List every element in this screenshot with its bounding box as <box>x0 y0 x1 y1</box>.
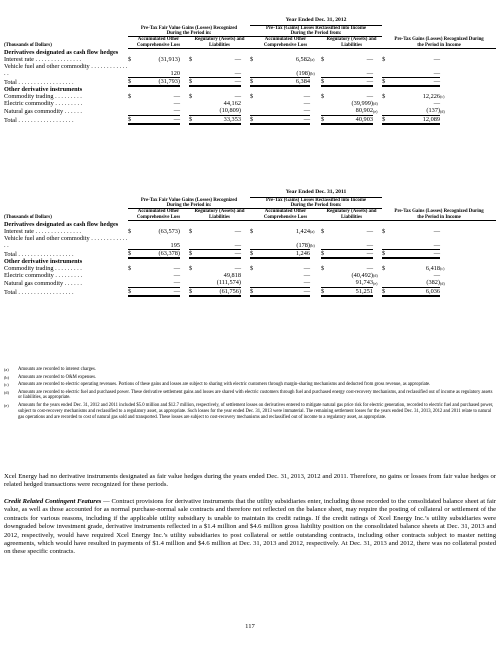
cell-value: (31,913) <box>158 55 180 63</box>
footnote-text: Amounts are recorded to electric fuel and purchased power. These derivative settlement gains and losses are shared with electric customers through fuel and purchased energy cost-recovery mechanisms, and reclassified out of income as regulatory assets or liabilities, as appropriate. <box>18 389 493 401</box>
footnote-ref <box>241 63 250 77</box>
footnote-ref: (a) <box>310 228 315 234</box>
cell-value: 1,424 <box>295 227 310 235</box>
aoci-header: Accumulated Other Comprehensive Loss <box>128 209 189 221</box>
cell-value: — <box>366 264 373 272</box>
footnote-ref <box>241 228 250 235</box>
currency-symbol <box>321 235 329 249</box>
section-title: Other derivative instruments <box>4 257 83 265</box>
year-header-row <box>4 187 496 197</box>
footnote-ref <box>440 63 496 77</box>
currency-symbol <box>128 63 136 77</box>
cell-value: 6,036 <box>392 287 440 296</box>
cell-value: 49,818 <box>223 272 241 280</box>
cell-value: — <box>329 249 373 258</box>
cell-value: — <box>433 241 441 249</box>
currency-symbol: $ <box>128 264 132 272</box>
cell-value: 12,089 <box>392 115 440 124</box>
footnote-ref <box>310 107 321 115</box>
currency-symbol <box>189 272 197 279</box>
currency-symbol: $ <box>321 264 325 272</box>
footnote-text: Amounts for the years ended Dec. 31, 2012 and 2011 included $5.0 million and $12.7 million, respectively, of settlement losses on derivatives entered to mitigate natural gas price risk for electric generation, recorded to electric fuel and purchased power, subject to cost-recovery mechanisms and reclassified to a regulatory asset, as appropriate. Such losses for the year ended Dec. 31, 2013 were immaterial. The remaining settlement losses for the years ended Dec. 31, 2013, 2012 and 2011 relate to natural gas operations and are recorded to cost of natural gas sold and transported. These losses are subject to cost-recovery mechanisms and reclassified out of income to a regulatory asset, as appropriate. <box>18 402 494 420</box>
cell-value: 120 <box>170 69 180 77</box>
currency-symbol: $ <box>321 77 329 86</box>
group-header-row <box>4 197 496 209</box>
footnote-ref <box>180 93 189 100</box>
footnote-ref <box>373 115 382 124</box>
cell-value: 1,246 <box>260 249 310 258</box>
footnote-ref: (b) <box>310 243 315 249</box>
table-row <box>4 100 496 107</box>
currency-symbol: $ <box>382 249 392 258</box>
table-row <box>4 279 496 287</box>
currency-symbol: $ <box>321 227 325 235</box>
currency-symbol <box>382 107 392 115</box>
footnote-ref <box>241 235 250 249</box>
currency-symbol <box>189 100 197 107</box>
currency-symbol: $ <box>189 115 197 124</box>
cell-value: (40,492) <box>351 272 373 280</box>
footnote-ref <box>241 77 250 86</box>
cell-value: 40,903 <box>329 115 373 124</box>
footnote-ref <box>180 265 189 272</box>
footnote-mark: (d) <box>4 389 9 395</box>
footnote-ref <box>180 272 189 279</box>
cell-value: — <box>173 272 180 280</box>
currency-symbol: $ <box>250 249 260 258</box>
currency-symbol <box>128 235 136 249</box>
currency-symbol: $ <box>250 77 260 86</box>
total-row <box>4 115 496 124</box>
footnote-ref <box>373 56 382 63</box>
currency-symbol <box>321 100 329 107</box>
currency-symbol <box>321 279 329 287</box>
footnote-ref <box>180 235 189 249</box>
table-row <box>4 272 496 279</box>
currency-symbol: $ <box>250 55 254 63</box>
cell-value: — <box>433 55 441 63</box>
currency-symbol: $ <box>189 92 193 100</box>
footnote-ref <box>180 287 189 296</box>
currency-symbol: $ <box>189 264 193 272</box>
currency-symbol: $ <box>321 287 329 296</box>
currency-symbol: $ <box>189 287 197 296</box>
currency-symbol: $ <box>250 115 260 124</box>
cell-value: — <box>234 69 241 77</box>
footnote-ref <box>310 249 321 258</box>
currency-symbol <box>321 107 329 115</box>
footnote-mark: (b) <box>4 374 9 380</box>
footnote-ref <box>310 272 321 279</box>
footnote-ref <box>440 235 496 249</box>
footnote-ref <box>373 249 382 258</box>
aoci-header: Accumulated Other Comprehensive Loss <box>128 37 189 49</box>
footnote-ref: (d) <box>373 101 378 107</box>
cell-value: — <box>303 279 310 287</box>
year-label: Year Ended Dec. 31, 2011 <box>250 187 382 197</box>
cell-value: 91,743 <box>355 279 373 287</box>
footnote-ref <box>180 56 189 63</box>
currency-symbol <box>250 279 260 287</box>
footnote-ref <box>310 115 321 124</box>
cell-value: — <box>433 69 441 77</box>
footnote-ref <box>241 115 250 124</box>
section-title: Derivatives designated as cash flow hedges <box>4 220 119 228</box>
footnote-ref <box>180 115 189 124</box>
section-title: Derivatives designated as cash flow hedges <box>4 48 119 56</box>
currency-symbol: $ <box>382 287 392 296</box>
footnote <box>4 390 496 402</box>
total-row <box>4 249 496 258</box>
row-label: Interest rate . . . . . . . . . . . . . . . <box>4 55 82 63</box>
fair-value-hedge-paragraph <box>4 473 496 490</box>
currency-symbol: $ <box>128 55 132 63</box>
cell-value: 6,384 <box>260 77 310 86</box>
footnote-text: Amounts are recorded to O&M expenses. <box>18 374 97 380</box>
currency-symbol: $ <box>189 249 197 258</box>
footnote-ref <box>310 265 321 272</box>
currency-symbol: $ <box>128 92 132 100</box>
cell-value: — <box>136 287 180 296</box>
year-header-row <box>4 15 496 25</box>
currency-symbol: $ <box>250 287 260 296</box>
footnote-mark: (e) <box>4 402 9 408</box>
currency-symbol <box>189 235 197 249</box>
footnote-ref <box>180 228 189 235</box>
table-row <box>4 107 496 115</box>
pretax-income-header: Pre-Tax Gains (Losses) Recognized During the Period in Income <box>382 197 496 221</box>
footnote-ref <box>440 249 496 258</box>
total-row <box>4 287 496 296</box>
cell-value: — <box>260 287 310 296</box>
cell-value: — <box>234 92 241 100</box>
currency-symbol <box>382 100 392 107</box>
cell-value: — <box>433 227 441 235</box>
currency-symbol: $ <box>250 264 254 272</box>
cell-value: — <box>366 227 373 235</box>
footnote <box>4 382 496 388</box>
footnote-ref <box>180 100 189 107</box>
cell-value: 195 <box>170 241 180 249</box>
footnote-ref <box>440 115 496 124</box>
footnote-ref <box>241 100 250 107</box>
currency-symbol: $ <box>128 287 136 296</box>
derivatives-table-2012 <box>4 15 496 125</box>
cell-value: 51,251 <box>329 287 373 296</box>
currency-symbol: $ <box>250 227 254 235</box>
cell-value: — <box>173 92 180 100</box>
cell-value: (382) <box>426 279 441 287</box>
row-label: Electric commodity . . . . . . . . . <box>4 272 83 280</box>
cell-value: — <box>136 115 180 124</box>
footnote-ref <box>310 100 321 107</box>
cell-value: — <box>366 69 373 77</box>
cell-value: — <box>303 264 310 272</box>
footnote <box>4 403 496 421</box>
footnote-ref <box>440 272 496 279</box>
section-row <box>4 258 496 265</box>
total-row <box>4 77 496 86</box>
cell-value: — <box>433 100 441 108</box>
footnote-ref: (d) <box>373 273 378 279</box>
pretax-income-header: Pre-Tax Gains (Losses) Recognized During the Period in Income <box>382 25 496 49</box>
footnote-ref <box>373 228 382 235</box>
cell-value: (31,793) <box>136 77 180 86</box>
currency-symbol <box>128 272 136 279</box>
footnote-ref <box>241 56 250 63</box>
footnote-mark: (a) <box>4 367 9 372</box>
section-row <box>4 86 496 93</box>
row-label: Commodity trading . . . . . . . . . <box>4 92 82 100</box>
footnote-ref <box>241 93 250 100</box>
footnote-ref <box>241 249 250 258</box>
currency-symbol: $ <box>321 115 329 124</box>
footnote-ref <box>440 228 496 235</box>
cell-value: — <box>392 77 440 86</box>
footnote-ref <box>241 272 250 279</box>
table-row <box>4 56 496 63</box>
cell-value: — <box>173 107 180 115</box>
currency-symbol <box>128 107 136 115</box>
row-label: Total . . . . . . . . . . . . . . . . . . <box>4 116 74 124</box>
cell-value: (137) <box>426 107 441 115</box>
currency-symbol <box>382 272 392 279</box>
footnote-ref <box>310 279 321 287</box>
footnote-ref <box>241 279 250 287</box>
currency-symbol: $ <box>128 227 132 235</box>
footnote-ref: (d) <box>440 108 445 114</box>
currency-symbol: $ <box>321 55 325 63</box>
regulatory-header: Regulatory (Assets) and Liabilities <box>189 37 250 49</box>
footnote-ref <box>440 287 496 296</box>
row-label: Total . . . . . . . . . . . . . . . . . . <box>4 288 74 296</box>
cell-value: — <box>234 55 241 63</box>
row-label: Total . . . . . . . . . . . . . . . . . . <box>4 250 74 258</box>
currency-symbol: $ <box>382 55 386 63</box>
cell-value: 80,902 <box>355 107 373 115</box>
year-label: Year Ended Dec. 31, 2012 <box>250 15 382 25</box>
cell-value: — <box>329 77 373 86</box>
cell-value: — <box>197 249 241 258</box>
row-label: Vehicle fuel and other commodity . . . . . . . . . . . . . . <box>4 62 128 78</box>
units-label: (Thousands of Dollars) <box>4 215 52 221</box>
currency-symbol: $ <box>189 227 193 235</box>
reclass-aoci-header: Accumulated Other Comprehensive Loss <box>250 209 321 221</box>
row-label: Natural gas commodity . . . . . . <box>4 279 82 287</box>
cell-value: — <box>260 115 310 124</box>
currency-symbol <box>189 107 197 115</box>
currency-symbol: $ <box>321 249 329 258</box>
currency-symbol: $ <box>128 115 136 124</box>
group-header-row <box>4 25 496 37</box>
row-label: Natural gas commodity . . . . . . <box>4 107 82 115</box>
cell-value: — <box>234 264 241 272</box>
cell-value: — <box>366 241 373 249</box>
derivatives-table-2011 <box>4 187 496 297</box>
row-label: Electric commodity . . . . . . . . . <box>4 100 83 108</box>
currency-symbol <box>382 279 392 287</box>
cell-value: — <box>234 241 241 249</box>
currency-symbol <box>250 235 260 249</box>
reclass-regulatory-header: Regulatory (Assets) and Liabilities <box>321 209 382 221</box>
table-row <box>4 63 496 77</box>
cell-value: — <box>392 249 440 258</box>
footnote-ref <box>241 265 250 272</box>
section-row <box>4 221 496 228</box>
row-label: Interest rate . . . . . . . . . . . . . . . <box>4 227 82 235</box>
footnote-ref <box>180 249 189 258</box>
footnote-ref <box>310 93 321 100</box>
cell-value: (39,999) <box>351 100 373 108</box>
cell-value: 6,582 <box>295 55 310 63</box>
footnote-ref <box>373 77 382 86</box>
cell-value: (61,756) <box>197 287 241 296</box>
table-row <box>4 265 496 272</box>
group-fair-value-header: Pre-Tax Fair Value Gains (Losses) Recognized During the Period in: <box>128 197 250 209</box>
footnote <box>4 367 496 373</box>
page-number: 117 <box>245 623 255 630</box>
cell-value: (111,574) <box>216 279 241 287</box>
cell-value: — <box>173 100 180 108</box>
cell-value: (198) <box>296 69 310 77</box>
footnote-ref: (c) <box>440 265 445 271</box>
footnote-ref: (e) <box>373 108 378 114</box>
currency-symbol: $ <box>189 77 197 86</box>
footnote-ref: (d) <box>440 280 445 286</box>
section-row <box>4 49 496 56</box>
currency-symbol <box>250 107 260 115</box>
currency-symbol: $ <box>382 264 386 272</box>
currency-symbol: $ <box>321 92 325 100</box>
cell-value: — <box>303 272 310 280</box>
footnote-ref: (a) <box>310 56 315 62</box>
regulatory-header: Regulatory (Assets) and Liabilities <box>189 209 250 221</box>
currency-symbol <box>250 272 260 279</box>
cell-value: (10,809) <box>219 107 241 115</box>
footnote-ref <box>180 107 189 115</box>
footnote-ref: (b) <box>310 71 315 77</box>
section-title: Other derivative instruments <box>4 85 83 93</box>
footnote-ref: (e) <box>373 280 378 286</box>
currency-symbol <box>189 63 197 77</box>
footnote-text: Amounts are recorded to interest charges. <box>18 367 97 372</box>
footnotes <box>4 367 496 422</box>
footnote-ref <box>180 279 189 287</box>
footnote-text: Amounts are recorded to electric operating revenues. Portions of these gains and losses are subject to sharing with electric customers through margin-sharing mechanisms and deducted from gross revenue, as appropriate. <box>18 382 431 387</box>
cell-value: — <box>173 279 180 287</box>
reclass-regulatory-header: Regulatory (Assets) and Liabilities <box>321 37 382 49</box>
currency-symbol: $ <box>382 92 386 100</box>
footnote-ref <box>373 93 382 100</box>
cell-value: 6,418 <box>425 264 441 272</box>
cell-value: — <box>303 100 310 108</box>
group-reclass-header: Pre-Tax (Gains) Losses Reclassified into Income During the Period from: <box>250 25 382 37</box>
currency-symbol <box>250 100 260 107</box>
currency-symbol <box>250 63 260 77</box>
currency-symbol: $ <box>382 115 392 124</box>
credit-contingent-paragraph <box>4 498 496 557</box>
reclass-aoci-header: Accumulated Other Comprehensive Loss <box>250 37 321 49</box>
table-row <box>4 93 496 100</box>
footnote-ref <box>373 63 382 77</box>
footnote-ref <box>241 107 250 115</box>
footnote-ref <box>440 56 496 63</box>
footnote-ref <box>373 265 382 272</box>
footnote-ref <box>373 287 382 296</box>
cell-value: — <box>433 272 441 280</box>
currency-symbol: $ <box>382 77 392 86</box>
cell-value: — <box>173 264 180 272</box>
paragraph-text: — Contract provisions for derivative instruments that the utility subsidiaries enter, including those recorded to the consolidated balance sheet at fair value, as well as those accounted for as normal purchase-normal sale contracts and therefore not reflected on the balance sheet, may require the posting of collateral or settlement of the contracts for various reasons, including if the applicable utility subsidiary is unable to maintain its credit ratings. If the credit ratings of Xcel Energy Inc.’s utility subsidiaries were downgraded below investment grade, derivative instruments reflected in a $1.4 million and $4.6 million gross liability position on the consolidated balance sheets at Dec. 31, 2013 and 2012, respectively, would have required Xcel Energy Inc.’s utility subsidiaries to post collateral or settle outstanding contracts, including other contracts subject to master netting agreements, which would have resulted in payments of $1.4 million and $4.6 million at Dec. 31, 2013 and 2012, respectively. At Dec. 31, 2013 and 2012, there was no collateral posted on these specific contracts. <box>4 498 496 556</box>
footnote-ref <box>180 63 189 77</box>
cell-value: 12,226 <box>422 92 441 100</box>
cell-value: 44,162 <box>223 100 241 108</box>
currency-symbol: $ <box>189 55 193 63</box>
group-fair-value-header: Pre-Tax Fair Value Gains (Losses) Recognized During the Period in: <box>128 25 250 37</box>
currency-symbol: $ <box>250 92 254 100</box>
cell-value: — <box>197 77 241 86</box>
row-label: Commodity trading . . . . . . . . . <box>4 264 82 272</box>
group-reclass-header: Pre-Tax (Gains) Losses Reclassified into Income During the Period from: <box>250 197 382 209</box>
table-row <box>4 228 496 235</box>
footnote <box>4 375 496 381</box>
paragraph-lead: Credit Related Contingent Features <box>4 498 102 505</box>
footnote-ref <box>180 77 189 86</box>
currency-symbol <box>382 63 392 77</box>
cell-value: (63,378) <box>136 249 180 258</box>
currency-symbol <box>382 235 392 249</box>
paragraph-text: Xcel Energy had no derivative instruments designated as fair value hedges during the years ended Dec. 31, 2013, 2012 and 2011. Therefore, no gains or losses from fair value hedges or related hedged transactions were recognized for these periods. <box>4 473 496 489</box>
row-label: Vehicle fuel and other commodity . . . . . . . . . . . . . . <box>4 234 128 250</box>
currency-symbol <box>128 279 136 287</box>
cell-value: (63,573) <box>158 227 180 235</box>
currency-symbol <box>189 279 197 287</box>
currency-symbol <box>128 100 136 107</box>
footnote-ref <box>440 77 496 86</box>
currency-symbol: $ <box>382 227 386 235</box>
units-label: (Thousands of Dollars) <box>4 43 52 49</box>
currency-symbol <box>321 272 329 279</box>
cell-value: (178) <box>296 241 310 249</box>
cell-value: — <box>366 55 373 63</box>
cell-value: — <box>234 227 241 235</box>
currency-symbol: $ <box>128 249 136 258</box>
footnote-ref <box>310 77 321 86</box>
footnote-ref: (c) <box>440 93 445 99</box>
row-label: Total . . . . . . . . . . . . . . . . . . <box>4 78 74 86</box>
currency-symbol: $ <box>128 77 136 86</box>
footnote-ref <box>440 100 496 107</box>
cell-value: — <box>303 92 310 100</box>
footnote-ref <box>310 287 321 296</box>
footnote-mark: (c) <box>4 382 9 387</box>
footnote-ref <box>241 287 250 296</box>
cell-value: — <box>366 92 373 100</box>
cell-value: 33,353 <box>197 115 241 124</box>
footnote-ref <box>373 235 382 249</box>
cell-value: — <box>303 107 310 115</box>
table-row <box>4 235 496 249</box>
currency-symbol <box>321 63 329 77</box>
